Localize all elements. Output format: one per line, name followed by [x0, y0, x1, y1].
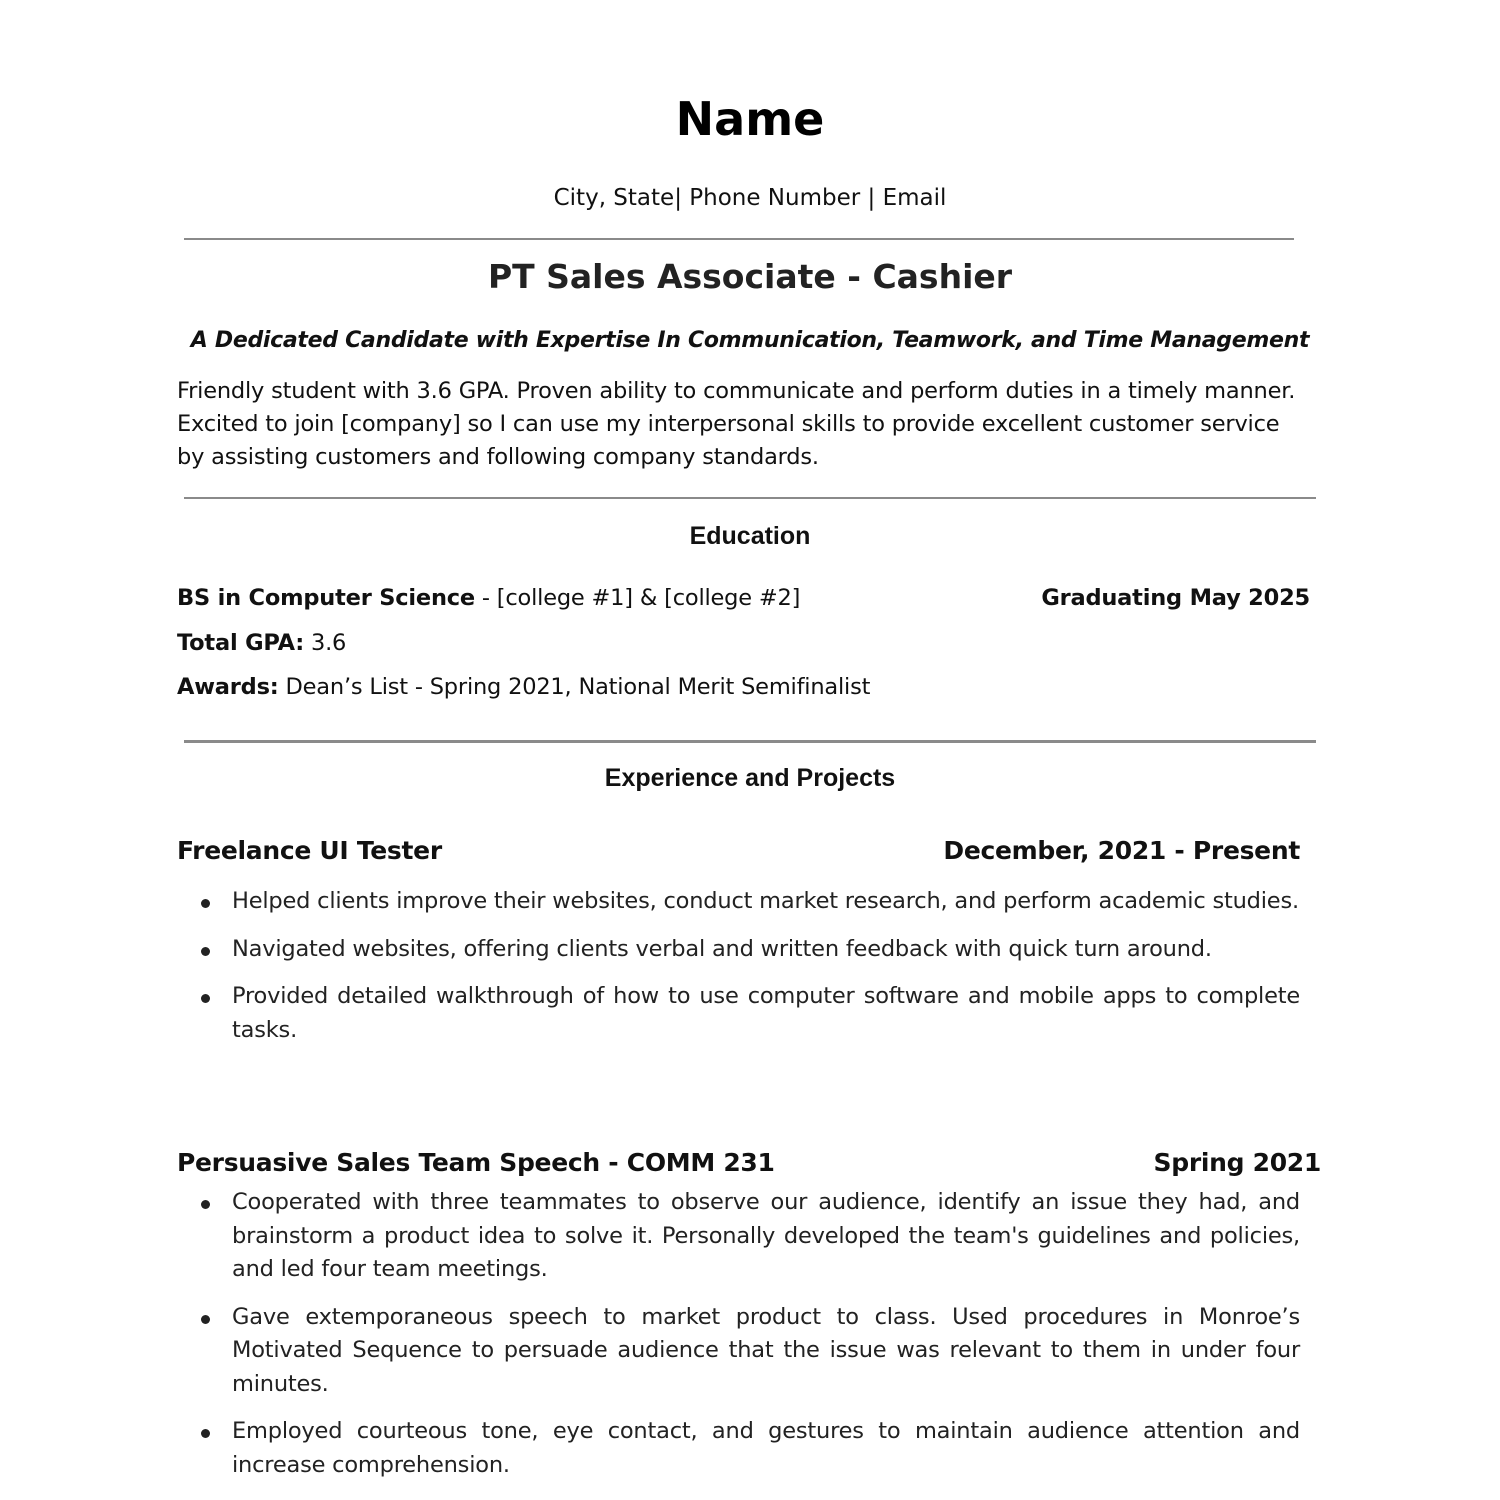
bullet-icon — [201, 1315, 210, 1324]
bullet-item: Employed courteous tone, eye contact, and gestures to maintain audience attention and increase comprehension. — [177, 1415, 1300, 1482]
bullet-icon — [201, 994, 210, 1003]
divider — [184, 497, 1316, 499]
bullet-icon — [201, 947, 210, 956]
entry-bullets — [177, 885, 1300, 1047]
divider — [184, 238, 1294, 240]
gpa-label: Total GPA: — [177, 630, 305, 656]
tagline: A Dedicated Candidate with Expertise In Communication, Teamwork, and Time Management — [190, 328, 1310, 353]
resume-name: Name — [675, 92, 825, 146]
awards-line — [177, 674, 870, 700]
bullet-item: Cooperated with three teammates to observe our audience, identify an issue they had, and brainstorm a product idea to solve it. Personally developed the team's guidelines and policies, and led four team meetings. — [177, 1186, 1300, 1287]
awards-label: Awards: — [177, 674, 279, 700]
awards-value: Dean’s List - Spring 2021, National Merit Semifinalist — [278, 674, 871, 700]
contact-line: City, State| Phone Number | Email — [553, 185, 947, 211]
graduation-date: Graduating May 2025 — [1041, 585, 1310, 611]
gpa-value: 3.6 — [304, 630, 347, 656]
entry-title: Persuasive Sales Team Speech - COMM 231 — [177, 1148, 775, 1177]
section-heading-experience: Experience and Projects — [604, 764, 896, 792]
entry-title: Freelance UI Tester — [177, 836, 442, 865]
education-degree-line — [177, 585, 800, 611]
section-heading-education: Education — [689, 522, 811, 550]
bullet-icon — [201, 1429, 210, 1438]
bullet-icon — [201, 899, 210, 908]
bullet-item: Gave extemporaneous speech to market product to class. Used procedures in Monroe’s Motivated Sequence to persuade audience that the issue was relevant to them in under four minutes. — [177, 1301, 1300, 1402]
divider — [184, 740, 1316, 743]
bullet-item: Provided detailed walkthrough of how to use computer software and mobile apps to complete tasks. — [177, 980, 1300, 1047]
entry-date: December, 2021 - Present — [943, 836, 1300, 865]
bullet-icon — [201, 1200, 210, 1209]
bullet-item: Helped clients improve their websites, conduct market research, and perform academic studies. — [177, 885, 1300, 919]
gpa-line — [177, 630, 346, 656]
entry-bullets — [177, 1186, 1300, 1482]
bullet-item: Navigated websites, offering clients verbal and written feedback with quick turn around. — [177, 933, 1300, 967]
degree: BS in Computer Science — [177, 585, 475, 611]
entry-date: Spring 2021 — [1153, 1148, 1321, 1177]
job-target-title: PT Sales Associate - Cashier — [487, 257, 1013, 296]
schools: - [college #1] & [college #2] — [474, 585, 801, 611]
summary-paragraph: Friendly student with 3.6 GPA. Proven ability to communicate and perform duties in a timely manner. Excited to join [company] so I can use my interpersonal skills to provide excellent customer service by assisting customers and following company standards. — [177, 378, 1296, 470]
